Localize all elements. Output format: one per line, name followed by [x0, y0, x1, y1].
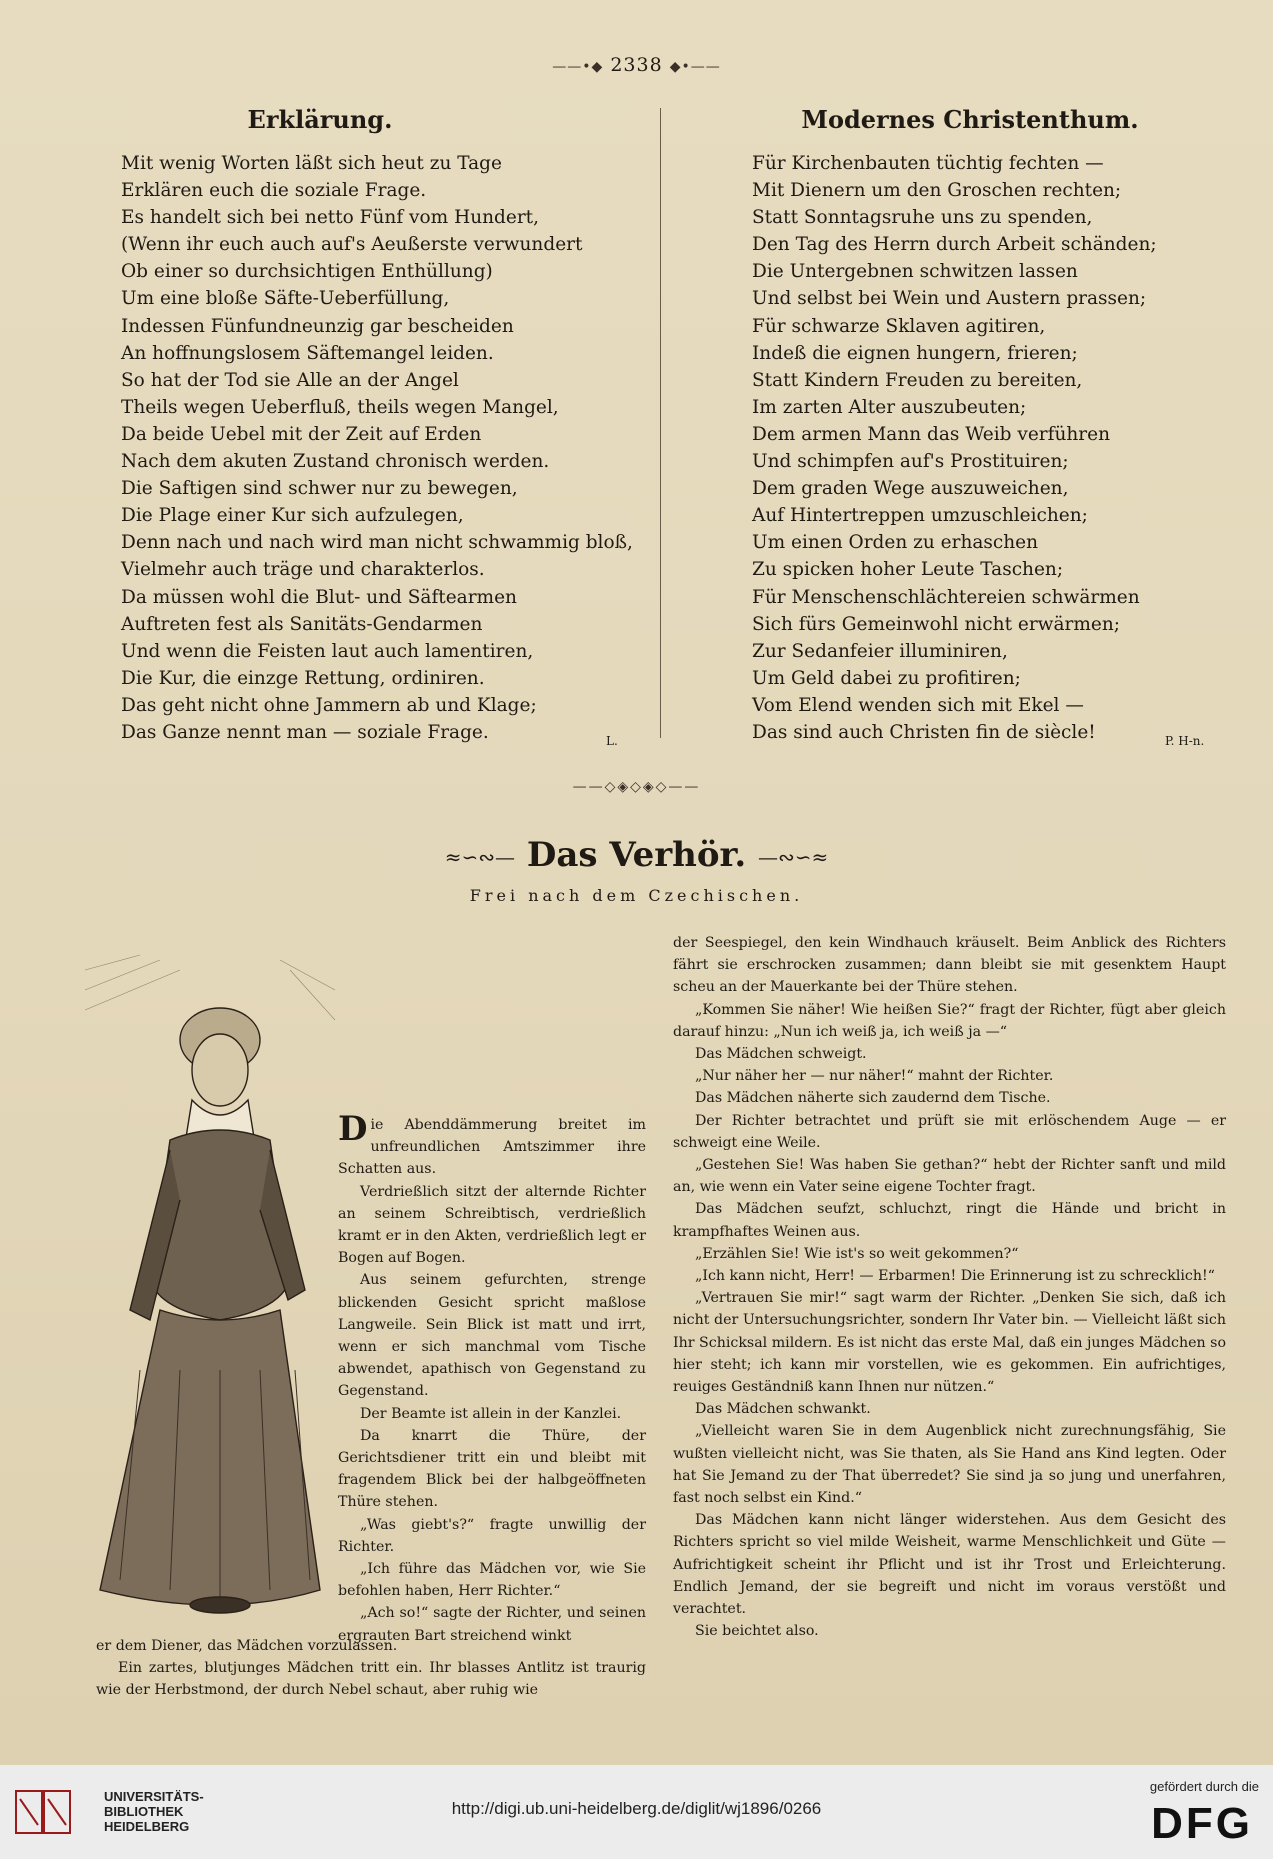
poem-line: Und selbst bei Wein und Austern prassen; — [752, 288, 1147, 310]
poem-line: Auf Hintertreppen umzuschleichen; — [752, 505, 1088, 527]
story-paragraph: „Vertrauen Sie mir!“ sagt warm der Richter. „Denken Sie sich, daß ich nicht der Untersuchungsrichter, sondern Ihr Vater bin. — Vielleicht läßt sich Ihr Schicksal mildern. Es ist nicht das erste Mal, daß ein junges Mädchen so hier steht; ich kann mir vorstellen, wie es gekommen. Ein aufrichtiges, reuiges Geständniß kann Ihnen nur nützen.“ — [673, 1290, 1226, 1396]
story-paragraph: Das Mädchen kann nicht länger widerstehen. Aus dem Gesicht des Richters spricht so viel milde Weisheit, warme Menschlichkeit und Güte — Aufrichtigkeit scheint ihr Pflicht und ist ihr Trost und Erleichterung. Endlich Jemand, der sie begreift und nicht im voraus verstößt und verachtet. — [673, 1512, 1226, 1618]
story-paragraph: der Seespiegel, den kein Windhauch kräuselt. Beim Anblick des Richters fährt sie erschrocken zusammen; dann bleibt sie mit gesenktem Haupt scheu an der Mauerkante bei der Thüre stehen. — [673, 935, 1226, 996]
story-paragraph: „Ach so!“ sagte der Richter, und seinen ergrauten Bart streichend winkt — [338, 1605, 646, 1644]
poem-line: Mit Dienern um den Groschen rechten; — [752, 180, 1122, 202]
story-paragraph: Das Mädchen näherte sich zaudernd dem Tische. — [695, 1090, 1051, 1107]
page-number: ——•◆ 2338 ◆•—— — [552, 54, 721, 76]
flourish-right-icon: —∾∽≈ — [758, 845, 829, 869]
story-paragraph: er dem Diener, das Mädchen vorzulassen. — [96, 1638, 398, 1654]
poem-line: Vom Elend wenden sich mit Ekel — — [752, 694, 1084, 716]
poem-line: Um einen Orden zu erhaschen — [752, 532, 1039, 554]
story-paragraph: Sie beichtet also. — [695, 1623, 819, 1640]
poem-line: Die Saftigen sind schwer nur zu bewegen, — [121, 478, 518, 500]
poem-line: Für Menschenschlächtereien schwärmen — [752, 586, 1140, 608]
dfg-logo: DFG — [1151, 1799, 1253, 1848]
poem-line: Und wenn die Feisten laut auch lamentiren, — [121, 640, 534, 662]
funded-by-label: gefördert durch die — [1149, 1779, 1259, 1794]
poem-right-title: Modernes Christenthum. — [801, 105, 1139, 134]
poem-line: Indeß die eignen hungern, frieren; — [752, 342, 1078, 364]
story-paragraph: „Erzählen Sie! Wie ist's so weit gekommen?“ — [695, 1245, 1019, 1262]
poem-line: Ob einer so durchsichtigen Enthüllung) — [121, 261, 493, 283]
poem-line: Den Tag des Herrn durch Arbeit schänden; — [752, 234, 1157, 256]
library-name-line1: UNIVERSITÄTS- — [104, 1789, 204, 1804]
poem-line: An hoffnungslosem Säftemangel leiden. — [121, 342, 494, 364]
story-paragraph: Das Mädchen seufzt, schluchzt, ringt die Hände und bricht in krampfhaftes Weinen aus. — [673, 1201, 1226, 1240]
poem-line: Vielmehr auch träge und charakterlos. — [121, 559, 485, 581]
drop-cap: D — [338, 1109, 368, 1149]
story-paragraph: „Kommen Sie näher! Wie heißen Sie?“ fragt der Richter, fügt aber gleich darauf hinzu: „Nun ich weiß ja, ich weiß ja —“ — [673, 1001, 1226, 1040]
poem-line: Indessen Fünfundneunzig gar bescheiden — [121, 315, 514, 337]
poem-line: Statt Sonntagsruhe uns zu spenden, — [752, 207, 1093, 229]
poem-left-body — [121, 150, 633, 746]
poem-line: Für schwarze Sklaven agitiren, — [752, 315, 1046, 337]
story-paragraph: Ein zartes, blutjunges Mädchen tritt ein. Ihr blasses Antlitz ist traurig wie der Herbstmond, der durch Nebel schaut, aber ruhig wie — [96, 1660, 646, 1699]
poem-left-title: Erklärung. — [247, 105, 393, 134]
poem-left-signature: L. — [606, 734, 618, 748]
poem-line: Das sind auch Christen fin de siècle! — [752, 721, 1096, 743]
woman-illustration — [80, 950, 340, 1630]
poem-line: Theils wegen Ueberfluß, theils wegen Mangel, — [121, 396, 559, 418]
poem-line: Da müssen wohl die Blut- und Säftearmen — [121, 586, 517, 608]
poem-line: Die Untergebnen schwitzen lassen — [752, 261, 1078, 283]
story-paragraph: Das Mädchen schweigt. — [695, 1046, 867, 1063]
poem-line: So hat der Tod sie Alle an der Angel — [121, 369, 459, 391]
story-paragraph: „Nur näher her — nur näher!“ mahnt der Richter. — [695, 1068, 1054, 1085]
story-paragraph: Der Richter betrachtet und prüft sie mit erlöschendem Auge — er schweigt eine Weile. — [673, 1112, 1226, 1151]
story-paragraph: „Ich kann nicht, Herr! — Erbarmen! Die Erinnerung ist zu schrecklich!“ — [695, 1268, 1215, 1285]
poem-line: (Wenn ihr euch auch auf's Aeußerste verwundert — [121, 234, 583, 256]
library-footer — [0, 1765, 1273, 1859]
story-title: Das Verhör. — [526, 835, 747, 875]
poem-line: Zu spicken hoher Leute Taschen; — [752, 559, 1064, 581]
poem-line: Um Geld dabei zu profitiren; — [752, 667, 1021, 689]
poem-line: Um eine bloße Säfte-Ueberfüllung, — [121, 288, 450, 310]
story-paragraph: Verdrießlich sitzt der alternde Richter an seinem Schreibtisch, verdrießlich kramt er in den Akten, verdrießlich legt er Bogen auf Bogen. — [338, 1183, 646, 1267]
library-name-line2: BIBLIOTHEK — [104, 1804, 184, 1819]
story-paragraph: „Ich führe das Mädchen vor, wie Sie befohlen haben, Herr Richter.“ — [338, 1561, 646, 1600]
story-paragraph: Aus seinem gefurchten, strenge blickenden Gesicht spricht maßlose Langweile. Sein Blick ist matt und irrt, wenn er sich manchmal vom Tische abwendet, apathisch von Gegenstand zu Gegenstand. — [338, 1272, 646, 1400]
flourish-left-icon: ≈∽∾— — [444, 845, 515, 869]
story-paragraph: „Was giebt's?“ fragte unwillig der Richter. — [338, 1516, 646, 1555]
poem-line: Das Ganze nennt man — soziale Frage. — [121, 721, 489, 743]
column-divider — [660, 108, 661, 738]
poem-line: Dem armen Mann das Weib verführen — [752, 423, 1111, 445]
ornament-right: ◆•—— — [669, 59, 721, 75]
library-name-line3: HEIDELBERG — [104, 1819, 190, 1834]
story-column-right — [673, 932, 1226, 1643]
poem-line: Im zarten Alter auszubeuten; — [752, 396, 1027, 418]
poem-line: Für Kirchenbauten tüchtig fechten — — [752, 153, 1104, 174]
poem-line: Dem graden Wege auszuweichen, — [752, 478, 1069, 500]
poem-line: Sich fürs Gemeinwohl nicht erwärmen; — [752, 613, 1121, 635]
poem-line: Die Plage einer Kur sich aufzulegen, — [121, 505, 464, 527]
story-column-illus — [338, 1109, 646, 1647]
poem-line: Es handelt sich bei netto Fünf vom Hundert, — [121, 207, 539, 229]
ornament-left: ——•◆ — [552, 59, 604, 75]
story-column-left-bottom — [96, 1635, 646, 1702]
poem-line: Zur Sedanfeier illuminiren, — [752, 640, 1008, 662]
poem-line: Statt Kindern Freuden zu bereiten, — [752, 369, 1083, 391]
story-paragraph: Da knarrt die Thüre, der Gerichtsdiener tritt ein und bleibt mit fragendem Blick bei der halbgeöffneten Thüre stehen. — [338, 1427, 646, 1511]
poem-line: Auftreten fest als Sanitäts-Gendarmen — [121, 613, 483, 635]
story-paragraph — [338, 1109, 646, 1181]
story-paragraph: Der Beamte ist allein in der Kanzlei. — [360, 1405, 622, 1422]
poem-line: Da beide Uebel mit der Zeit auf Erden — [121, 423, 482, 445]
poem-right-body — [752, 150, 1157, 746]
poem-line: Nach dem akuten Zustand chronisch werden. — [121, 451, 550, 473]
section-ornament: ——◇◈◇◈◇—— — [572, 779, 701, 795]
poem-line: Denn nach und nach wird man nicht schwammig bloß, — [121, 532, 633, 554]
poem-line: Die Kur, die einzge Rettung, ordiniren. — [121, 667, 485, 689]
source-url-link[interactable]: http://digi.ub.uni-heidelberg.de/diglit/wj1896/0266 — [451, 1799, 822, 1818]
poem-line: Mit wenig Worten läßt sich heut zu Tage — [121, 153, 502, 174]
poem-line: Das geht nicht ohne Jammern ab und Klage; — [121, 694, 537, 716]
story-subtitle: Frei nach dem Czechischen. — [469, 886, 804, 905]
story-paragraph-text: ie Abenddämmerung breitet im unfreundlichen Amtszimmer ihre Schatten aus. — [338, 1117, 646, 1178]
poem-line: Und schimpfen auf's Prostituiren; — [752, 451, 1069, 473]
story-title-block — [0, 835, 1273, 875]
story-paragraph: „Vielleicht waren Sie in dem Augenblick nicht zurechnungsfähig, Sie wußten vielleicht nicht, was Sie thaten, als Sie Hand ans Kind legten. Oder hat Sie Jemand zu der That überredet? Sie sind ja so jung und unerfahren, fast noch selbst ein Kind.“ — [673, 1423, 1226, 1507]
story-paragraph: Das Mädchen schwankt. — [695, 1401, 871, 1418]
story-paragraph: „Gestehen Sie! Was haben Sie gethan?“ hebt der Richter sanft und mild an, wie wenn ein Vater seine eigene Tochter fragt. — [673, 1157, 1226, 1196]
poem-right-signature: P. H-n. — [1165, 734, 1205, 748]
poem-line: Erklären euch die soziale Frage. — [121, 180, 427, 202]
